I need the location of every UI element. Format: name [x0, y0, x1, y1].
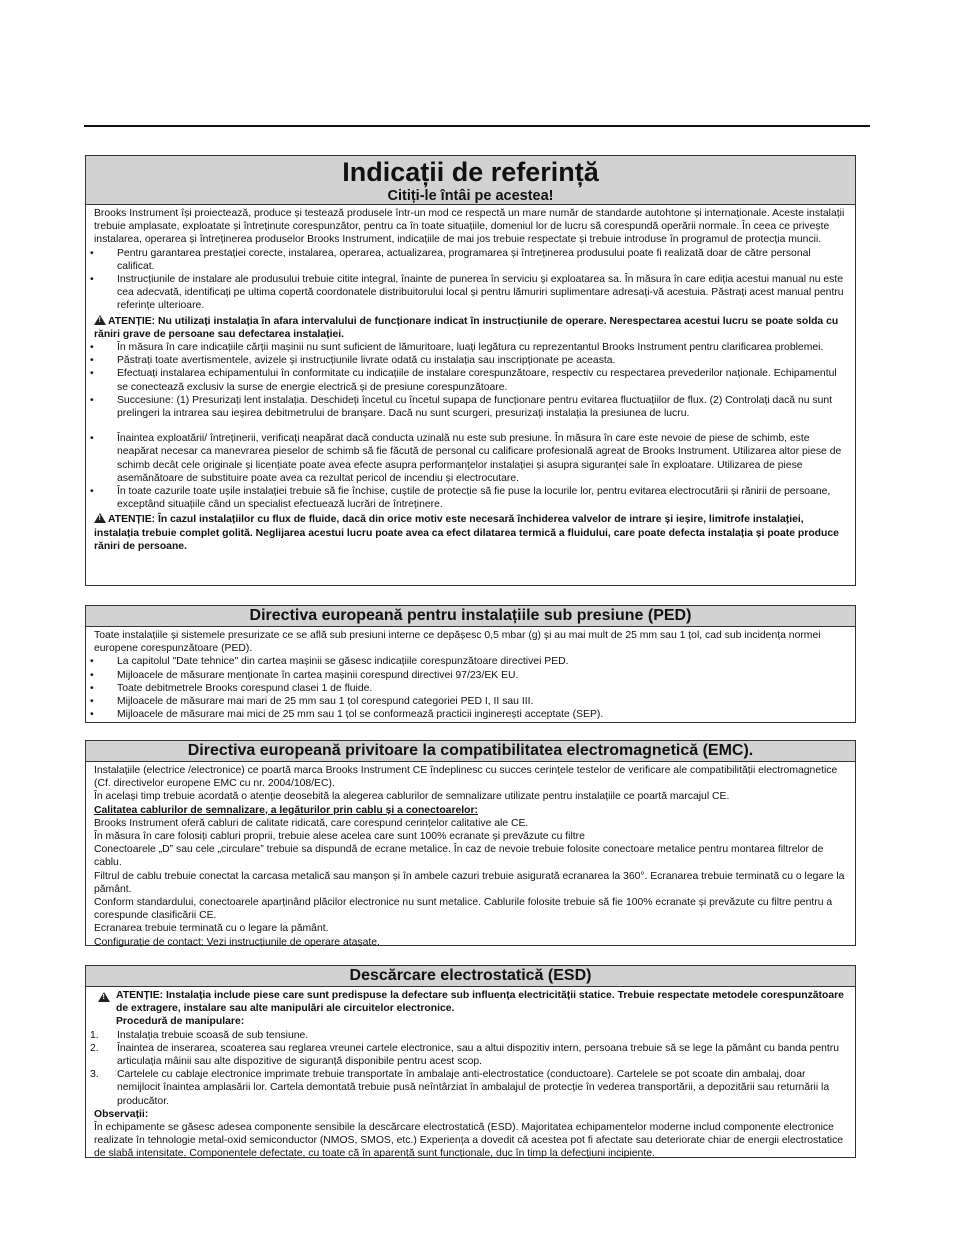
bullet-mark: •	[90, 342, 94, 354]
list-item: • Înaintea exploatării/ întreținerii, verificați neapărat dacă conducta uzinală nu este sub presiune. În măsura în care este nevoie de piese de schimb, este neapărat necesar ca manevrarea pieselor de schimb să fie făcută de personal cu calificare profesională agreat de Brooks Instrument. Utilizarea altor piese de schimb decât cele originale și licențiate poate avea efecte asupra performanțelor instalației și asupra siguranței sale în exploatare. Utilizarea de piese asemănătoare de substituire poate avea ca rezultat pericol de incendiu și electrocutare.	[90, 433, 842, 484]
emc-paragraph: Brooks Instrument oferă cabluri de calitate ridicată, care corespund cerințelor calitative ale CE.	[94, 817, 529, 829]
reference-section	[85, 155, 856, 586]
esd-warning: ! ATENȚIE: Instalația include piese care sunt predispuse la defectare sub influența electricității statice. Trebuie respectate metodele corespunzătoare de extragere, instalare sau alte manipulări ale circuitelor electronice. Procedură de manipulare:	[94, 989, 847, 1029]
emc-paragraph: Filtrul de cablu trebuie conectat la carcasa metalică sau manșon și în ambele cazuri trebuie asigurată ecranarea la 360°. Ecranarea trebuie terminată cu o legare la pământ.	[94, 870, 845, 895]
top-rule	[84, 125, 870, 127]
bullet-mark: •	[90, 486, 94, 498]
reference-subtitle: Citiți-le întâi pe acestea!	[387, 188, 554, 204]
warning-triangle-icon	[94, 513, 106, 523]
warning-1: !ATENȚIE: Nu utilizați instalația în afara intervalului de funcționare indicat în instrucțiunile de operare. Nerespectarea acestui lucru se poate solda cu răniri grave de persoane sau defectarea instalației.	[94, 315, 847, 341]
list-item: • Mijloacele de măsurare mai mici de 25 mm sau 1 țol se conformează practicii inginerești acceptate (SEP).	[90, 709, 604, 721]
list-item: 2. Înaintea de inserarea, scoaterea sau reglarea vreunei cartele electronice, sau a altui dispozitiv intern, persoana trebuie să se lege la pământ cu banda pentru articulația mâinii sau alte dispozitive de siguranță disponibile pentru acest scop.	[90, 1042, 840, 1068]
reference-bullets-1	[90, 247, 847, 313]
bullet-mark: •	[90, 368, 94, 380]
ped-body	[86, 627, 855, 723]
ped-section	[85, 605, 856, 723]
bullet-mark: •	[90, 656, 94, 668]
bullet-mark: •	[90, 669, 94, 681]
bullet-mark: •	[90, 682, 94, 694]
reference-body	[86, 205, 855, 555]
spacer	[94, 420, 847, 432]
emc-body	[86, 762, 855, 951]
emc-paragraph: Conform standardului, conectoarele aparținând plăcilor electronice nu sunt metalice. Cablurile folosite trebuie să fie 100% ecranate și prevăzute cu filtre pentru a corespunde clasificării CE.	[94, 897, 833, 922]
esd-section	[85, 965, 856, 1158]
bullet-mark: •	[90, 355, 94, 367]
emc-paragraph: Configurație de contact: Vezi instrucțiunile de operare atașate.	[94, 936, 380, 948]
list-item: • Instrucțiunile de instalare ale produsului trebuie citite integral, înainte de punerea în serviciu și exploatarea sa. În măsura în care ediția acestui manual nu este cea adecvată, identificați pe ultima copertă coordonatele distribuitorului local și pentru lămuriri suplimentare adresați-vă acestuia. Păstrați acest manual pentru referințe ulterioare.	[90, 274, 844, 312]
emc-heading: Calitatea cablurilor de semnalizare, a legăturilor prin cablu și a conectoarelor:	[94, 804, 479, 816]
list-item: • Toate debitmetrele Brooks corespund clasei 1 de fluide.	[90, 682, 373, 694]
bullet-mark: •	[90, 433, 94, 445]
list-item: • Efectuați instalarea echipamentului în conformitate cu indicațiile de instalare corespunzătoare, respectiv cu respectarea prevederilor naționale. Echipamentul se conectează exclusiv la surse de energie electrică și de presiune corespunzătoare.	[90, 368, 837, 393]
reference-intro: Brooks Instrument își proiectează, produce și testează produsele într-un mod ce respectă un mare număr de standarde autohtone și internaționale. Aceste instalații trebuie amplasate, exploatate și întreținute corespunzător, pentru ca în toate situațiile, domeniul lor de lucru să corespundă operării normale. În ceea ce privește instalarea, operarea și întreținerea produselor Brooks Instrument, indicațiile de mai jos trebuie respectate și trebuie introduse în programul de protecția muncii.	[94, 208, 845, 246]
warning-triangle-icon	[94, 315, 106, 325]
list-item: • La capitolul "Date tehnice" din cartea mașinii se găsesc indicațiile corespunzătoare directivei PED.	[90, 656, 569, 668]
observations-heading: Observații:	[94, 1108, 149, 1120]
procedure-heading: Procedură de manipulare:	[116, 1016, 245, 1028]
list-item: 1. Instalația trebuie scoasă de sub tensiune.	[90, 1029, 309, 1041]
emc-paragraph: Instalațiile (electrice /electronice) ce poartă marca Brooks Instrument CE îndeplinesc cu succes cerințele testelor de verificare ale compatibilității electromagnetice (Cf. directivelor europene EMC cu nr. 2004/108/EC).	[94, 765, 838, 790]
list-item: • În măsura în care indicațiile cărții mașinii nu sunt suficient de lămuritoare, luați legătura cu reprezentantul Brooks Instrument pentru clarificarea problemei.	[90, 342, 824, 354]
emc-paragraph: În măsura în care folosiți cabluri proprii, trebuie alese acelea care sunt 100% ecranate și prevăzute cu filtre	[94, 831, 585, 843]
emc-paragraph: În același timp trebuie acordată o atenție deosebită la alegerea cablurilor de semnalizare utilizate pentru instalațiile ce poartă marcajul CE.	[94, 791, 730, 803]
observations-text: În echipamente se găsesc adesea componente sensibile la descărcare electrostatică (ESD). Majoritatea echipamentelor moderne includ componente electronice realizate în tehnologie metal-oxid semiconductor (NMOS, SMOS, etc.) Experiența a dovedit că acestea pot fi afectate sau deteriorate chiar de energii electrostatice de slabă intensitate. Componentele defectate, cu toate că în aparență sunt funcționale, duc în timp la defecțiuni incipiente.	[94, 1122, 844, 1160]
reference-title: Indicații de referință	[342, 157, 599, 187]
emc-title: Directiva europeană privitoare la compatibilitatea electromagnetică (EMC).	[86, 741, 855, 762]
ped-intro: Toate instalațiile și sistemele presurizate ce se află sub presiuni interne ce depășesc 0,5 mbar (g) și au mai mult de 25 mm sau 1 țol, cad sub incidența normei europene corespunzătoare (PED).	[94, 630, 821, 655]
esd-body	[86, 987, 855, 1163]
reference-header	[86, 156, 855, 205]
bullet-mark: •	[90, 274, 94, 286]
emc-section	[85, 740, 856, 946]
list-item: 3. Cartelele cu cablaje electronice imprimate trebuie transportate în ambalaje anti-electrostatice (conductoare). Cartelele se pot scoate din ambalaj, doar nemijlocit înaintea amplasării lor. Cartela demontată trebuie pusă neîntârziat în ambalajul de protecție în vederea transportării, a depozitării sau returnării la producător.	[90, 1069, 830, 1107]
reference-bullets-2	[90, 341, 847, 420]
emc-paragraph: Conectoarele „D” sau cele „circulare” trebuie sa dispundă de ecrane metalice. În caz de nevoie trebuie folosite conectoare metalice pentru montarea filtrelor de cablu.	[94, 844, 824, 869]
emc-paragraph: Ecranarea trebuie terminată cu o legare la pământ.	[94, 923, 329, 935]
list-item: • Mijloacele de măsurare mai mari de 25 mm sau 1 țol corespund categoriei PED I, II sau III.	[90, 696, 534, 708]
bullet-mark: •	[90, 696, 94, 708]
bullet-mark: •	[90, 709, 94, 721]
warning-2: !ATENȚIE: În cazul instalațiilor cu flux de fluide, dacă din orice motiv este necesară închiderea valvelor de intrare și ieșire, limitrofe instalației, instalația trebuie complet golită. Neglijarea acestui lucru poate avea ca efect dilatarea termică a fluidului, care poate defecta instalația și poate produce răniri de persoane.	[94, 513, 847, 553]
esd-title: Descărcare electrostatică (ESD)	[86, 966, 855, 987]
list-item: • Mijloacele de măsurare menționate în cartea mașinii corespund directivei 97/23/EK EU.	[90, 669, 519, 681]
bullet-mark: •	[90, 247, 94, 259]
reference-bullets-3	[90, 432, 847, 511]
list-item: • Succesiune: (1) Presurizați lent instalația. Deschideți încetul cu încetul supapa de funcționare pentru evitarea fluctuațiilor de flux. (2) Controlați dacă nu sunt prelingeri la intrarea sau ieșirea debitmetrului de branșare. Dacă nu sunt scurgeri, presurizați instalația la presiunea de lucru.	[90, 394, 833, 420]
bullet-mark: •	[90, 394, 94, 406]
warning-triangle-icon	[98, 992, 110, 1002]
ped-title: Directiva europeană pentru instalațiile sub presiune (PED)	[86, 606, 855, 627]
list-item: • Păstrați toate avertismentele, avizele și instrucțiunile livrate odată cu instalația sau inscripționate pe aceasta.	[90, 355, 616, 367]
list-item: • Pentru garantarea prestației corecte, instalarea, operarea, actualizarea, programarea și întreținerea produsului poate fi realizată doar de către personal calificat.	[90, 247, 811, 272]
list-item: • În toate cazurile toate ușile instalației trebuie să fie închise, cuștile de protecție să fie puse la locurile lor, pentru evitarea electrocutării și rănirii de persoane, exceptând situațiile când un specialist efectuează lucrări de întreținere.	[90, 486, 831, 511]
